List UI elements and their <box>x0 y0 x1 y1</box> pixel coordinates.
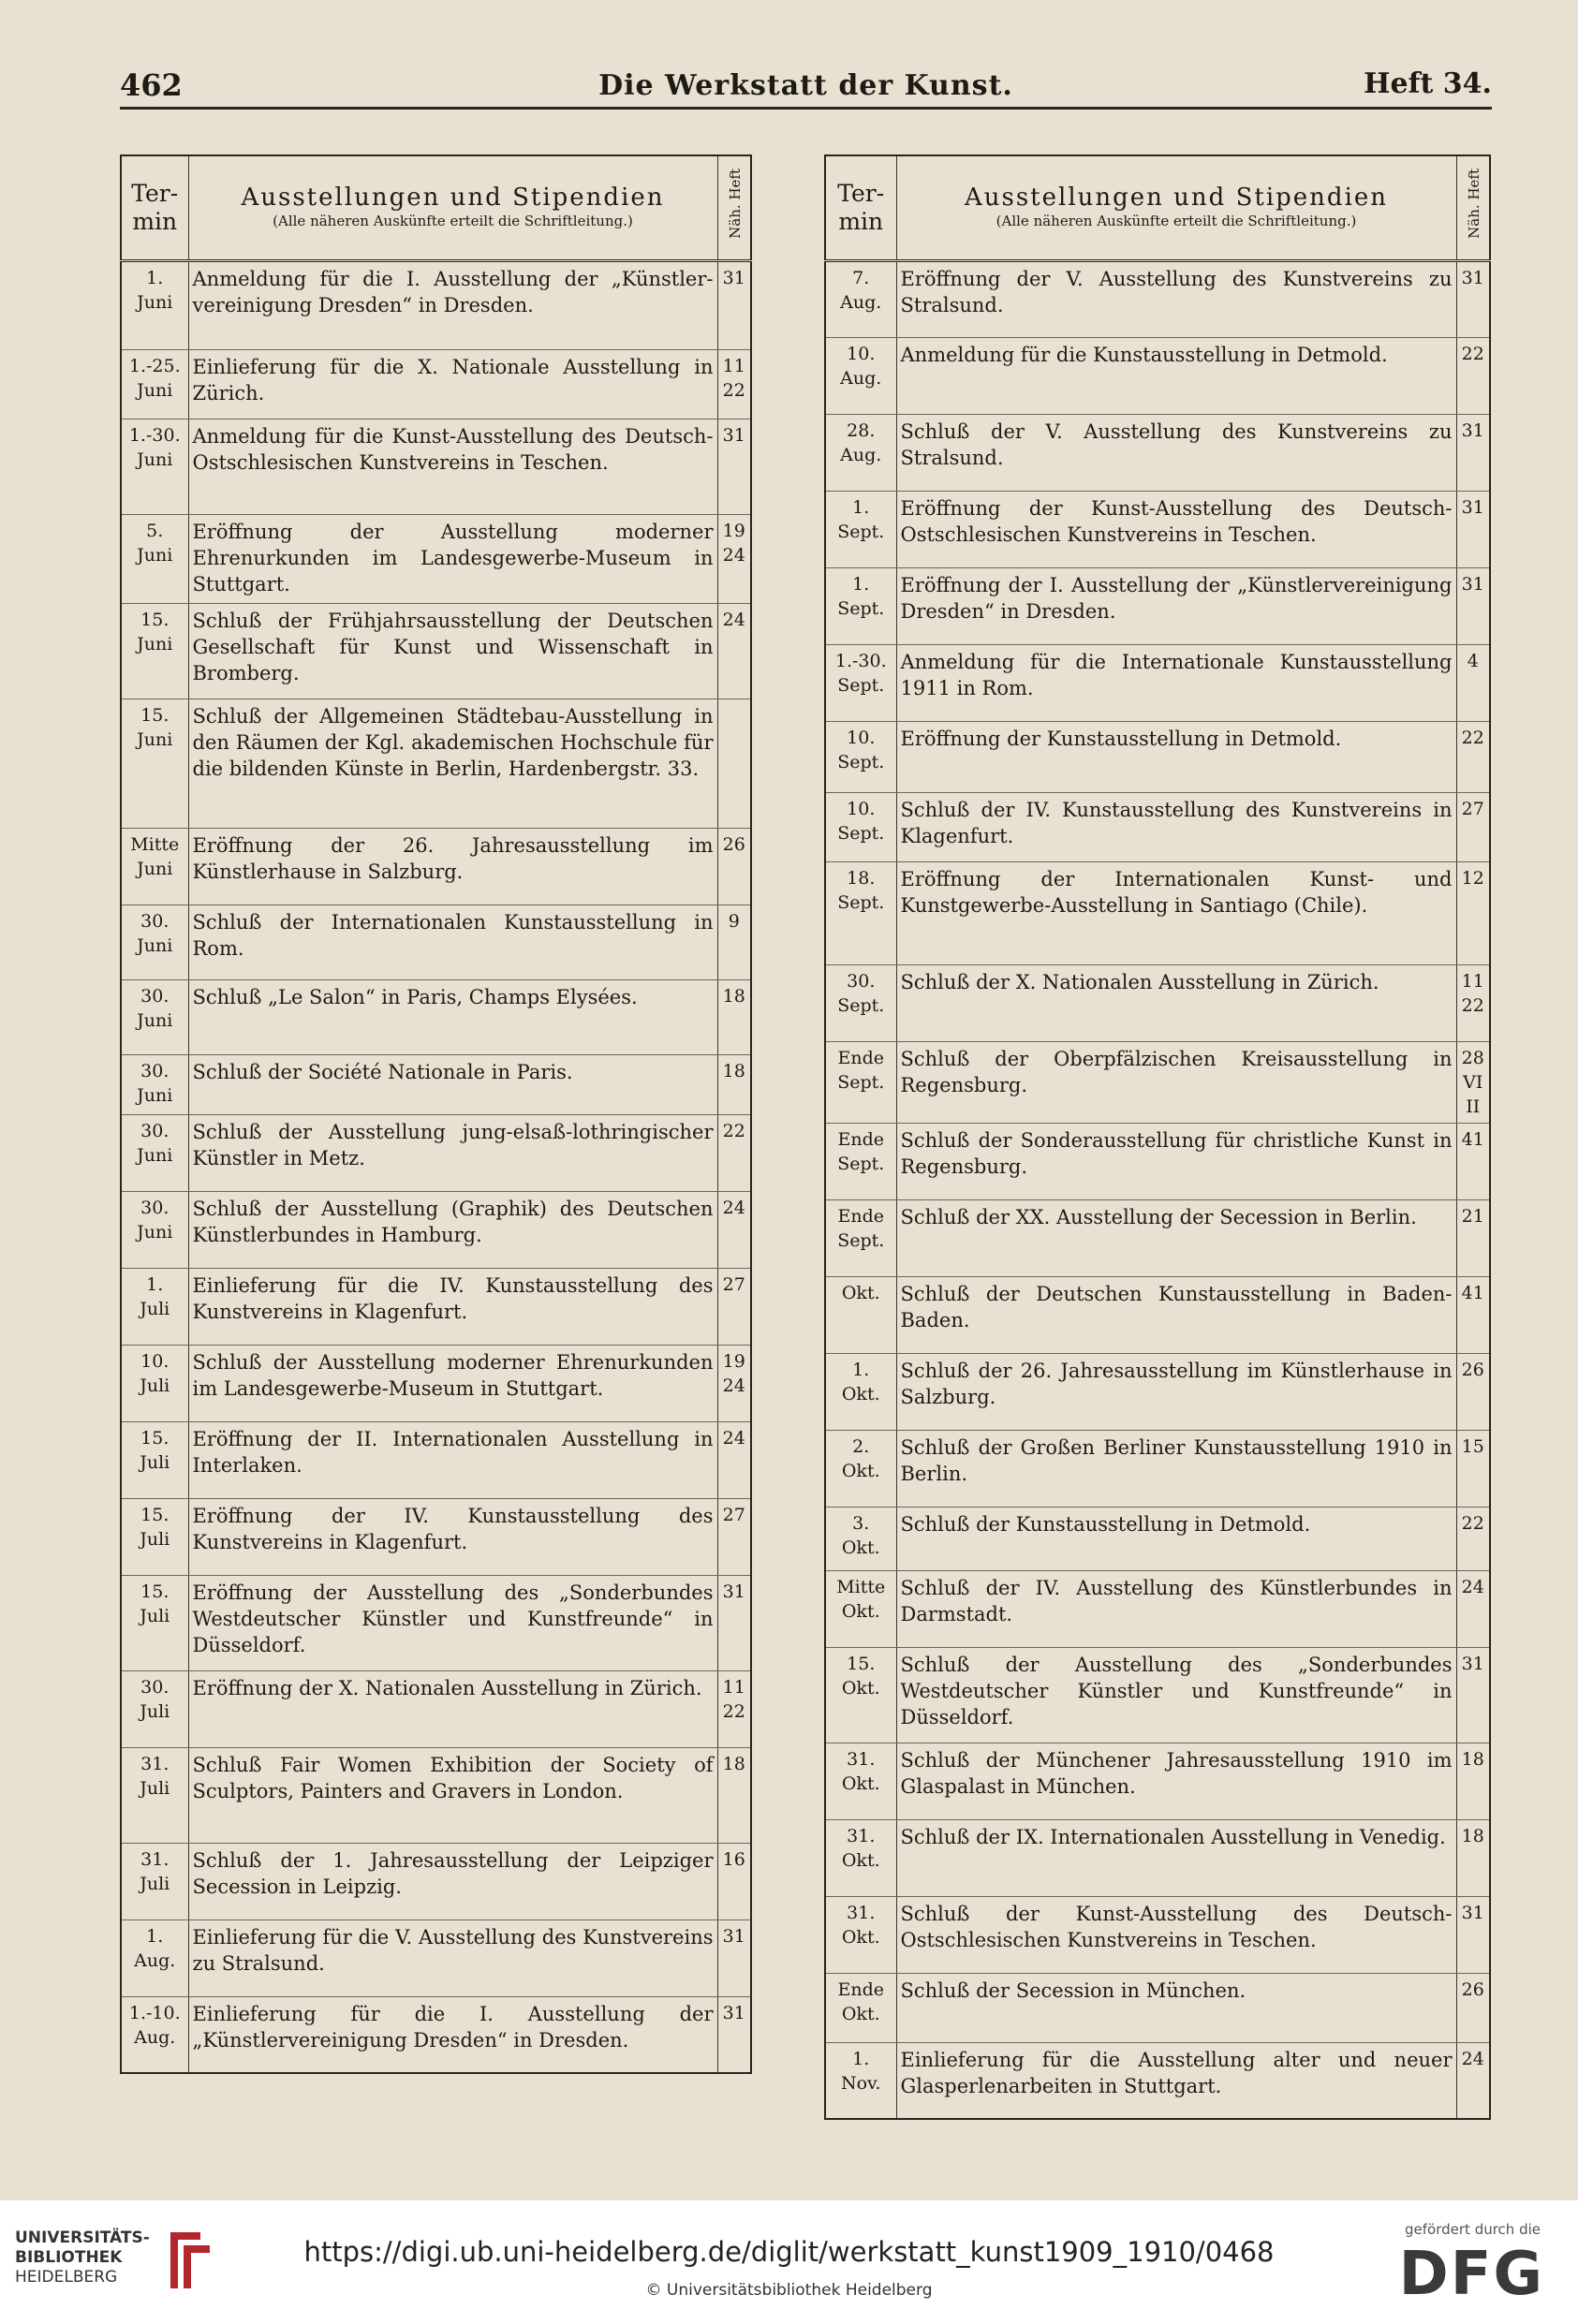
row-term: 1. Juni <box>121 260 188 349</box>
row-text: Eröffnung der I. Ausstellung der „Künstlervereinigung Dresden“ in Dresden. <box>896 567 1456 644</box>
row-text: Einlieferung für die Ausstellung alter und neuer Glasperlenarbeiten in Stuttgart. <box>896 2042 1456 2119</box>
row-heft: 41 <box>1456 1123 1490 1199</box>
row-heft: 4 <box>1456 644 1490 721</box>
row-text: Schluß der Kunst-Ausstellung des Deutsch-Ostschlesischen Kunstvereins in Teschen. <box>896 1896 1456 1973</box>
row-heft: 31 <box>1456 414 1490 491</box>
table-row <box>121 603 751 699</box>
row-heft: 31 <box>1456 567 1490 644</box>
row-heft: 27 <box>717 1268 751 1345</box>
row-heft: 22 <box>1456 721 1490 792</box>
row-text: Anmeldung für die Kunstausstellung in Detmold. <box>896 337 1456 414</box>
row-term: Mitte Juni <box>121 828 188 905</box>
row-text: Eröffnung der 26. Jahresausstellung im Künstlerhause in Salzburg. <box>188 828 717 905</box>
dfg-logo: DFG <box>1398 2240 1544 2309</box>
row-text: Schluß der 1. Jahresausstellung der Leipziger Secession in Leipzig. <box>188 1843 717 1920</box>
table-row <box>121 1268 751 1345</box>
row-term: 31. Okt. <box>825 1819 896 1896</box>
row-heft: 18 <box>1456 1743 1490 1819</box>
row-heft: 31 <box>1456 1647 1490 1743</box>
row-text: Einlieferung für die X. Nationale Ausstellung in Zürich. <box>188 349 717 419</box>
row-heft: 41 <box>1456 1276 1490 1353</box>
funding-note: gefördert durch die <box>1405 2221 1541 2238</box>
row-text: Schluß der Secession in München. <box>896 1973 1456 2042</box>
row-text: Schluß der IV. Kunstausstellung des Kunstvereins in Klagenfurt. <box>896 792 1456 861</box>
row-heft: 24 <box>1456 2042 1490 2119</box>
row-term: 30. Juli <box>121 1670 188 1747</box>
table-row <box>121 905 751 979</box>
row-term: 1. Nov. <box>825 2042 896 2119</box>
row-term: 15. Juli <box>121 1575 188 1670</box>
row-term: Ende Sept. <box>825 1199 896 1276</box>
row-term: 10. Sept. <box>825 721 896 792</box>
table-row <box>825 1743 1490 1819</box>
header-heft: Näh. Heft <box>717 155 751 260</box>
row-text: Schluß der XX. Ausstellung der Secession in Berlin. <box>896 1199 1456 1276</box>
row-heft: 26 <box>717 828 751 905</box>
table-row <box>825 1819 1490 1896</box>
table-row <box>121 1345 751 1421</box>
row-text: Schluß der Deutschen Kunstausstellung in Baden-Baden. <box>896 1276 1456 1353</box>
table-row <box>121 1421 751 1498</box>
row-text: Eröffnung der Kunstausstellung in Detmold. <box>896 721 1456 792</box>
table-row <box>825 567 1490 644</box>
row-term: 1. Okt. <box>825 1353 896 1430</box>
table-row <box>121 1114 751 1191</box>
table-row <box>121 260 751 349</box>
right-events-table <box>824 154 1491 2120</box>
table-row <box>825 1123 1490 1199</box>
table-row <box>121 1920 751 1996</box>
row-text: Schluß der Allgemeinen Städtebau-Ausstellung in den Räumen der Kgl. akademischen Hochschule für die bildenden Künste in Berlin, Hardenbergstr. 33. <box>188 699 717 828</box>
footer-bar <box>0 2200 1578 2324</box>
row-heft: 11 22 <box>717 1670 751 1747</box>
table-row <box>825 1896 1490 1973</box>
row-term: 31. Okt. <box>825 1743 896 1819</box>
row-text: Eröffnung der II. Internationalen Ausstellung in Interlaken. <box>188 1421 717 1498</box>
table-row <box>825 1430 1490 1507</box>
table-header-row <box>121 155 751 260</box>
table-row <box>825 2042 1490 2119</box>
right-table-body <box>825 260 1490 2119</box>
table-row <box>121 1575 751 1670</box>
row-term: 31. Juli <box>121 1843 188 1920</box>
table-row <box>121 1843 751 1920</box>
row-term: 2. Okt. <box>825 1430 896 1507</box>
row-term: Ende Sept. <box>825 1041 896 1123</box>
row-term: 15. Juni <box>121 699 188 828</box>
issue-number: Heft 34. <box>1364 67 1492 100</box>
table-row <box>825 644 1490 721</box>
row-heft: 31 <box>717 260 751 349</box>
row-text: Einlieferung für die V. Ausstellung des Kunstvereins zu Stralsund. <box>188 1920 717 1996</box>
table-row <box>121 1996 751 2073</box>
row-term: 1. Juli <box>121 1268 188 1345</box>
row-heft: 31 <box>717 419 751 514</box>
left-table-body <box>121 260 751 2073</box>
table-row <box>825 491 1490 567</box>
row-term: 15. Juli <box>121 1421 188 1498</box>
header-term: Ter- min <box>121 155 188 260</box>
row-text: Einlieferung für die IV. Kunstausstellung des Kunstvereins in Klagenfurt. <box>188 1268 717 1345</box>
source-url-link[interactable]: https://digi.ub.uni-heidelberg.de/diglit/werkstatt_kunst1909_1910/0468 <box>303 2236 1275 2268</box>
row-term: 18. Sept. <box>825 861 896 964</box>
row-text: Schluß der Ausstellung moderner Ehrenurkunden im Landesgewerbe-Museum in Stuttgart. <box>188 1345 717 1421</box>
row-term: Okt. <box>825 1276 896 1353</box>
row-heft: 18 <box>1456 1819 1490 1896</box>
row-text: Eröffnung der Internationalen Kunst- und Kunstgewerbe-Ausstellung in Santiago (Chile). <box>896 861 1456 964</box>
row-text: Schluß der Münchener Jahresausstellung 1910 im Glaspalast in München. <box>896 1743 1456 1819</box>
row-text: Eröffnung der Ausstellung des „Sonderbundes Westdeutscher Künstler und Kunstfreunde“ in Düsseldorf. <box>188 1575 717 1670</box>
copyright-text: © Universitätsbibliothek Heidelberg <box>645 2281 933 2300</box>
row-text: Schluß der Kunstausstellung in Detmold. <box>896 1507 1456 1570</box>
row-heft: 31 <box>1456 260 1490 337</box>
table-row <box>825 1507 1490 1570</box>
row-term: Mitte Okt. <box>825 1570 896 1647</box>
table-row <box>121 699 751 828</box>
row-heft: 26 <box>1456 1973 1490 2042</box>
row-term: Ende Okt. <box>825 1973 896 2042</box>
row-heft: 26 <box>1456 1353 1490 1430</box>
row-text: Schluß der IV. Ausstellung des Künstlerbundes in Darmstadt. <box>896 1570 1456 1647</box>
row-term: 30. Juni <box>121 979 188 1054</box>
row-text: Schluß der Ausstellung jung-elsaß-lothringischer Künstler in Metz. <box>188 1114 717 1191</box>
row-term: 30. Juni <box>121 1054 188 1114</box>
row-text: Schluß der Oberpfälzischen Kreisausstellung in Regensburg. <box>896 1041 1456 1123</box>
row-term: 30. Juni <box>121 905 188 979</box>
row-text: Eröffnung der Kunst-Ausstellung des Deutsch-Ostschlesischen Kunstvereins in Teschen. <box>896 491 1456 567</box>
row-heft: 27 <box>717 1498 751 1575</box>
header-heft: Näh. Heft <box>1456 155 1490 260</box>
row-text: Schluß der Internationalen Kunstausstellung in Rom. <box>188 905 717 979</box>
table-row <box>121 828 751 905</box>
row-term: 1.-25. Juni <box>121 349 188 419</box>
row-text: Anmeldung für die Kunst-Ausstellung des Deutsch-Ostschlesischen Kunstvereins in Teschen. <box>188 419 717 514</box>
table-row <box>825 260 1490 337</box>
row-term: 1.-30. Sept. <box>825 644 896 721</box>
table-row <box>825 337 1490 414</box>
row-text: Eröffnung der IV. Kunstausstellung des Kunstvereins in Klagenfurt. <box>188 1498 717 1575</box>
row-text: Schluß der X. Nationalen Ausstellung in Zürich. <box>896 964 1456 1041</box>
row-term: 7. Aug. <box>825 260 896 337</box>
row-heft: 12 <box>1456 861 1490 964</box>
row-heft <box>717 699 751 828</box>
row-term: 30. Sept. <box>825 964 896 1041</box>
row-heft: 11 22 <box>1456 964 1490 1041</box>
row-term: 10. Aug. <box>825 337 896 414</box>
row-term: 30. Juni <box>121 1114 188 1191</box>
table-row <box>825 1973 1490 2042</box>
table-row <box>121 979 751 1054</box>
row-term: 10. Juli <box>121 1345 188 1421</box>
table-row <box>121 419 751 514</box>
table-header-row <box>825 155 1490 260</box>
table-row <box>825 792 1490 861</box>
row-heft: 16 <box>717 1843 751 1920</box>
library-logo-text: UNIVERSITÄTS- BIBLIOTHEK HEIDELBERG <box>15 2228 150 2287</box>
row-heft: 31 <box>717 1575 751 1670</box>
table-row <box>825 861 1490 964</box>
table-row <box>825 721 1490 792</box>
row-text: Schluß der Ausstellung (Graphik) des Deutschen Künstlerbundes in Hamburg. <box>188 1191 717 1268</box>
row-term: 10. Sept. <box>825 792 896 861</box>
row-text: Anmeldung für die I. Ausstellung der „Künstler-vereinigung Dresden“ in Dresden. <box>188 260 717 349</box>
row-term: 15. Juli <box>121 1498 188 1575</box>
row-text: Eröffnung der Ausstellung moderner Ehrenurkunden im Landesgewerbe-Museum in Stuttgart. <box>188 514 717 603</box>
table-row <box>825 1647 1490 1743</box>
row-term: 1. Sept. <box>825 491 896 567</box>
row-term: 1. Aug. <box>121 1920 188 1996</box>
row-heft: 31 <box>1456 491 1490 567</box>
row-term: 15. Okt. <box>825 1647 896 1743</box>
row-heft: 9 <box>717 905 751 979</box>
row-text: Schluß „Le Salon“ in Paris, Champs Elysées. <box>188 979 717 1054</box>
row-heft: 31 <box>717 1996 751 2073</box>
row-heft: 24 <box>717 603 751 699</box>
table-row <box>825 1353 1490 1430</box>
table-row <box>121 349 751 419</box>
row-text: Schluß der Sonderausstellung für christliche Kunst in Regensburg. <box>896 1123 1456 1199</box>
row-term: 31. Juli <box>121 1747 188 1843</box>
row-term: 1.-10. Aug. <box>121 1996 188 2073</box>
header-title: Ausstellungen und Stipendien (Alle näheren Auskünfte erteilt die Schriftleitung.) <box>188 155 717 260</box>
row-term: 28. Aug. <box>825 414 896 491</box>
row-term: 5. Juni <box>121 514 188 603</box>
row-term: 3. Okt. <box>825 1507 896 1570</box>
row-text: Schluß der Großen Berliner Kunstausstellung 1910 in Berlin. <box>896 1430 1456 1507</box>
row-text: Schluß der 26. Jahresausstellung im Künstlerhause in Salzburg. <box>896 1353 1456 1430</box>
row-term: 15. Juni <box>121 603 188 699</box>
running-title: Die Werkstatt der Kunst. <box>598 69 1013 102</box>
row-heft: 15 <box>1456 1430 1490 1507</box>
row-heft: 24 <box>1456 1570 1490 1647</box>
row-heft: 18 <box>717 979 751 1054</box>
row-heft: 27 <box>1456 792 1490 861</box>
row-heft: 22 <box>1456 1507 1490 1570</box>
table-row <box>825 1570 1490 1647</box>
table-row <box>825 1041 1490 1123</box>
row-heft: 19 24 <box>717 514 751 603</box>
row-heft: 28 VIII <box>1456 1041 1490 1123</box>
row-heft: 18 <box>717 1747 751 1843</box>
table-row <box>825 1199 1490 1276</box>
table-row <box>121 1191 751 1268</box>
row-term: 1. Sept. <box>825 567 896 644</box>
row-text: Schluß der Ausstellung des „Sonderbundes Westdeutscher Künstler und Kunstfreunde“ in Düsseldorf. <box>896 1647 1456 1743</box>
row-term: 30. Juni <box>121 1191 188 1268</box>
row-heft: 21 <box>1456 1199 1490 1276</box>
table-row <box>121 514 751 603</box>
table-row <box>121 1747 751 1843</box>
header-term: Ter- min <box>825 155 896 260</box>
row-term: 31. Okt. <box>825 1896 896 1973</box>
row-heft: 24 <box>717 1421 751 1498</box>
header-title: Ausstellungen und Stipendien (Alle näheren Auskünfte erteilt die Schriftleitung.) <box>896 155 1456 260</box>
row-heft: 19 24 <box>717 1345 751 1421</box>
row-text: Eröffnung der X. Nationalen Ausstellung in Zürich. <box>188 1670 717 1747</box>
table-row <box>825 1276 1490 1353</box>
row-text: Schluß der IX. Internationalen Ausstellung in Venedig. <box>896 1819 1456 1896</box>
row-heft: 22 <box>1456 337 1490 414</box>
row-heft: 24 <box>717 1191 751 1268</box>
row-heft: 31 <box>1456 1896 1490 1973</box>
table-row <box>121 1498 751 1575</box>
row-term: 1.-30. Juni <box>121 419 188 514</box>
page-header <box>120 66 1492 110</box>
row-text: Eröffnung der V. Ausstellung des Kunstvereins zu Stralsund. <box>896 260 1456 337</box>
row-text: Schluß der Société Nationale in Paris. <box>188 1054 717 1114</box>
row-text: Anmeldung für die Internationale Kunstausstellung 1911 in Rom. <box>896 644 1456 721</box>
left-events-table <box>120 154 752 2074</box>
row-text: Einlieferung für die I. Ausstellung der „Künstlervereinigung Dresden“ in Dresden. <box>188 1996 717 2073</box>
row-text: Schluß Fair Women Exhibition der Society of Sculptors, Painters and Gravers in London. <box>188 1747 717 1843</box>
row-heft: 22 <box>717 1114 751 1191</box>
table-row <box>121 1670 751 1747</box>
row-heft: 31 <box>717 1920 751 1996</box>
row-heft: 18 <box>717 1054 751 1114</box>
row-text: Schluß der V. Ausstellung des Kunstvereins zu Stralsund. <box>896 414 1456 491</box>
table-row <box>825 964 1490 1041</box>
row-term: Ende Sept. <box>825 1123 896 1199</box>
table-row <box>825 414 1490 491</box>
row-heft: 11 22 <box>717 349 751 419</box>
table-row <box>121 1054 751 1114</box>
page-number: 462 <box>120 67 183 103</box>
row-text: Schluß der Frühjahrsausstellung der Deutschen Gesellschaft für Kunst und Wissenschaft in Bromberg. <box>188 603 717 699</box>
